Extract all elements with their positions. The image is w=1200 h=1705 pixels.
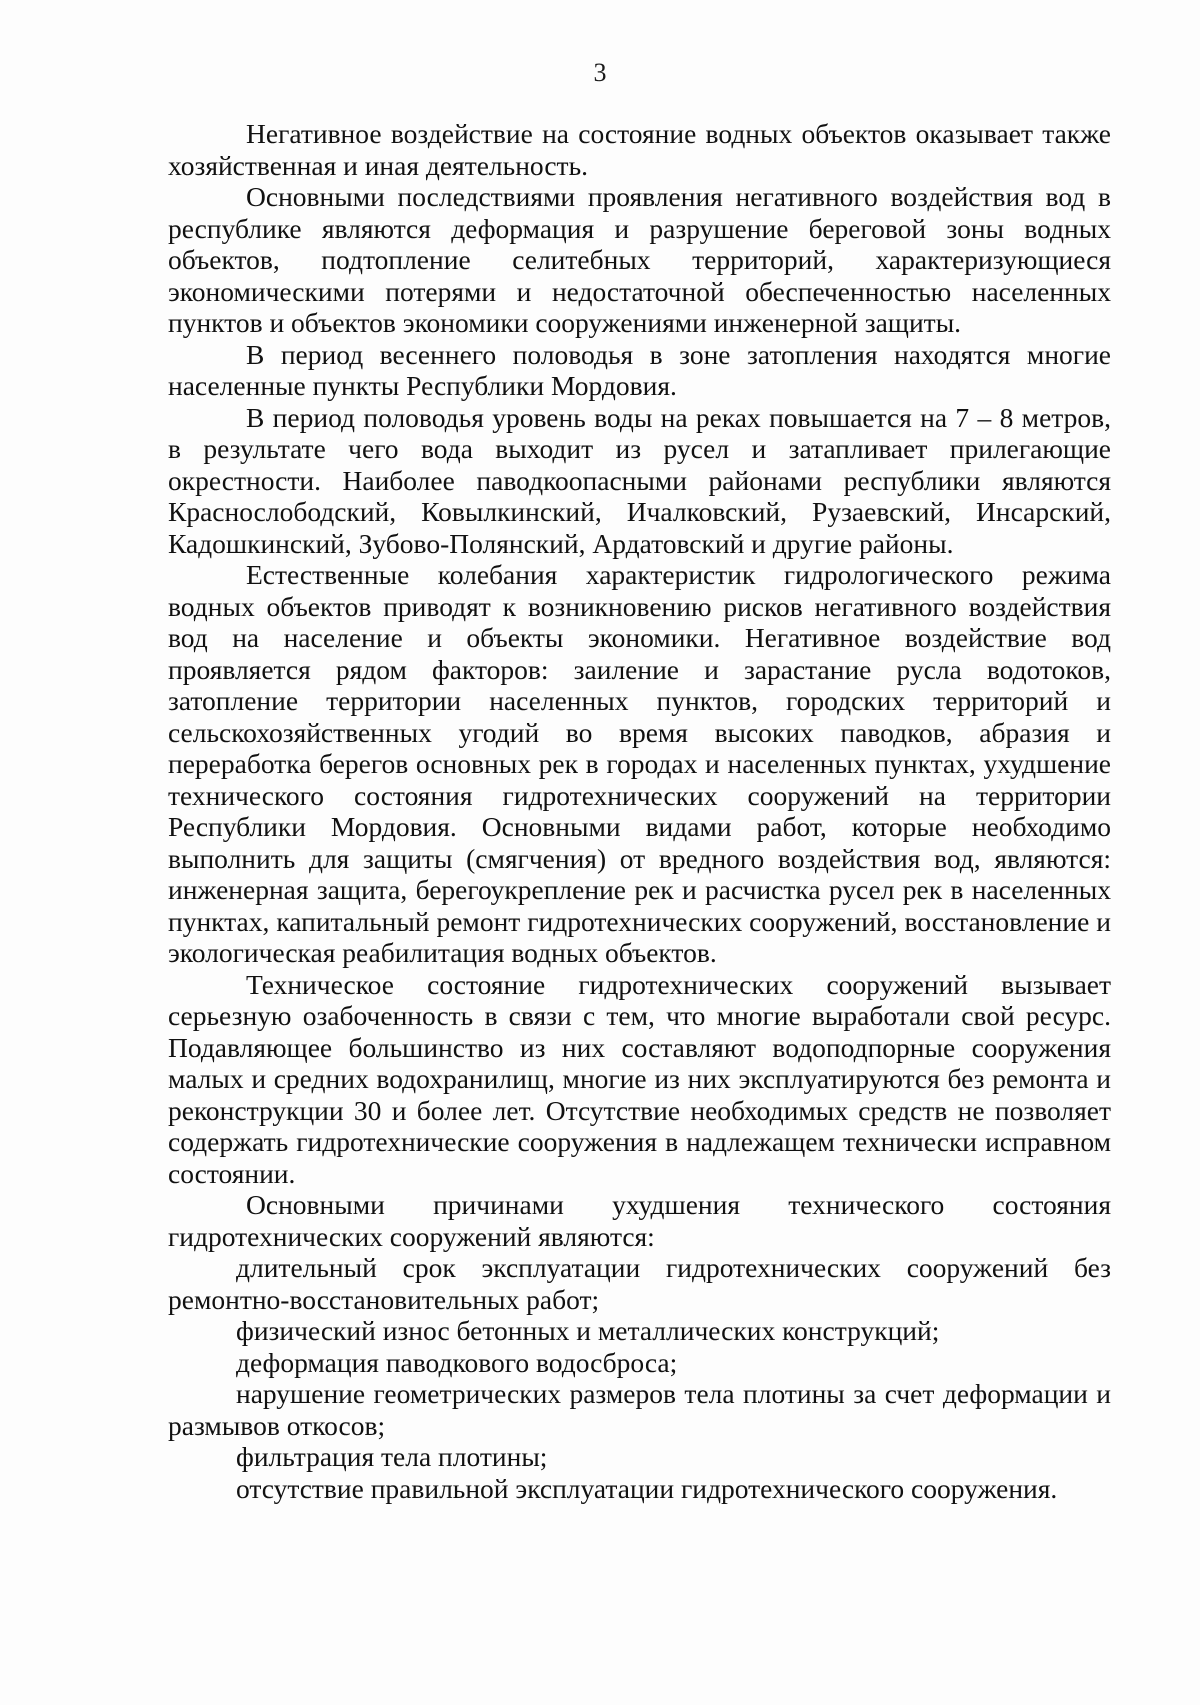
paragraph-technical-condition: Техническое состояние гидротехнических сооружений вызывает серьезную озабоченность в связи с тем, что многие выработали свой ресурс. Подавляющее большинство из них составляют водоподпорные сооружения малых и средних водохранилищ, многие из них эксплуатируются без ремонта и реконструкции 30 и более лет. Отсутствие необходимых средств не позволяет содержать гидротехнические сооружения в надлежащем технически исправном состоянии. [168,968,1111,1189]
list-item: нарушение геометрических размеров тела плотины за счет деформации и размывов откосов; [168,1378,1111,1441]
document-body [168,118,1111,1504]
paragraph-main-consequences: Основными последствиями проявления негативного воздействия вод в республике являются деформация и разрушение береговой зоны водных объектов, подтопление селитебных территорий, характеризующиеся экономическими потерями и недостаточной обеспеченностью населенных пунктов и объектов экономики сооружениями инженерной защиты. [168,181,1111,338]
paragraph-spring-flood: В период весеннего половодья в зоне затопления находятся многие населенные пункты Республики Мордовия. [168,338,1111,401]
paragraph-flood-level: В период половодья уровень воды на реках повышается на 7 – 8 метров, в результате чего вода выходит из русел и затапливает прилегающие окрестности. Наиболее паводкоопасными районами республики являются Краснослободский, Ковылкинский, Ичалковский, Рузаевский, Инсарский, Кадошкинский, Зубово-Полянский, Ардатовский и другие районы. [168,401,1111,559]
list-item: деформация паводкового водосброса; [236,1346,678,1378]
paragraph-negative-impact: Негативное воздействие на состояние водных объектов оказывает также хозяйственная и иная деятельность. [168,118,1111,181]
list-item: длительный срок эксплуатации гидротехнических сооружений без ремонтно-восстановительных работ; [168,1252,1111,1315]
list-item: отсутствие правильной эксплуатации гидротехнического сооружения. [236,1472,1058,1504]
paragraph-main-reasons: Основными причинами ухудшения технического состояния гидротехнических сооружений являются: [168,1189,1111,1252]
paragraph-natural-fluctuations: Естественные колебания характеристик гидрологического режима водных объектов приводят к возникновению рисков негативного воздействия вод на население и объекты экономики. Негативное воздействие вод проявляется рядом факторов: заиление и зарастание русла водотоков, затопление территории населенных пунктов, городских территорий и сельскохозяйственных угодий во время высоких паводков, абразия и переработка берегов основных рек в городах и населенных пунктах, ухудшение технического состояния гидротехнических сооружений на территории Республики Мордовия. Основными видами работ, которые необходимо выполнить для защиты (смягчения) от вредного воздействия вод, являются: инженерная защита, берегоукрепление рек и расчистка русел рек в населенных пунктах, капитальный ремонт гидротехнических сооружений, восстановление и экологическая реабилитация водных объектов. [168,559,1111,968]
list-item: фильтрация тела плотины; [236,1441,548,1472]
list-item: физический износ бетонных и металлических конструкций; [236,1315,940,1346]
page-number: 3 [593,58,607,87]
